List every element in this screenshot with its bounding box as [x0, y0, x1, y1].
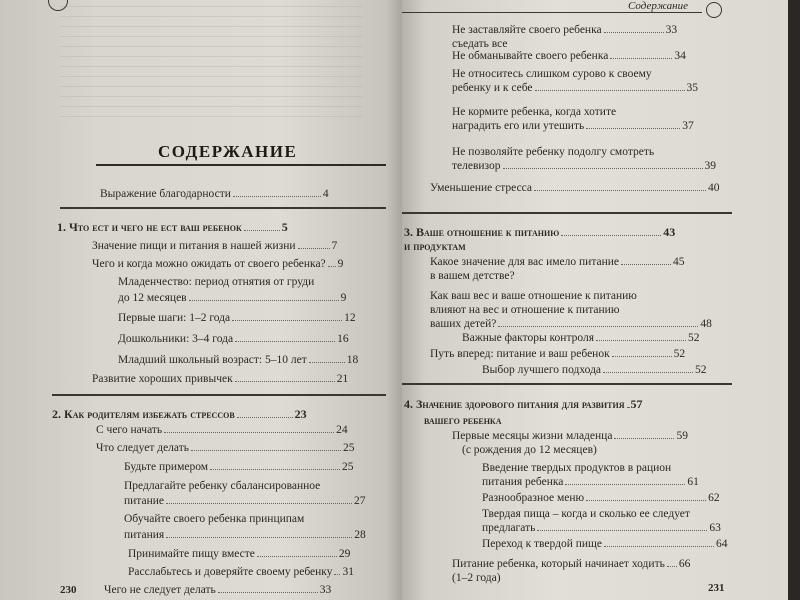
toc-entry: Не позволяйте ребенку подолгу смотреть: [452, 146, 655, 158]
toc-entry: Какое значение для вас имело питание 45: [430, 256, 685, 268]
toc-entry: ваших детей? 48: [430, 318, 712, 330]
toc-entry: Чего не следует делать 33: [104, 584, 332, 596]
toc-entry: Младенчество: период отнятия от груди: [118, 276, 315, 288]
toc-chapter: 2. Как родителям избежать стрессов 23: [52, 408, 307, 421]
toc-entry: предлагать 63: [482, 522, 721, 534]
binding-dots: [344, 160, 362, 190]
toc-chapter: и продуктам: [404, 240, 466, 253]
toc-entry: Предлагайте ребенку сбалансированное: [124, 480, 321, 492]
toc-entry: Расслабьтесь и доверяйте своему ребенку 31: [128, 566, 354, 578]
toc-entry: Выражение благодарности 4: [100, 188, 329, 200]
header-ornament-icon: [706, 2, 722, 18]
toc-chapter: 4. Значение здорового питания для развития 57: [404, 398, 643, 411]
toc-entry: Не кормите ребенка, когда хотите: [452, 106, 617, 118]
toc-entry: Введение твердых продуктов в рацион: [482, 462, 672, 474]
section-divider: [402, 383, 732, 385]
toc-entry: С чего начать 24: [96, 424, 348, 436]
toc-entry: влияют на вес и отношение к питанию: [430, 304, 620, 316]
toc-entry: Важные факторы контроля 52: [462, 332, 700, 344]
section-divider: [60, 207, 386, 209]
toc-entry: Уменьшение стресса 40: [430, 182, 720, 194]
toc-entry: Разнообразное меню 62: [482, 492, 720, 504]
toc-chapter: 1. Что ест и чего не ест ваш ребенок 5: [57, 221, 288, 234]
toc-entry: Не обманывайте своего ребенка 34: [452, 50, 686, 62]
toc-entry: в вашем детстве?: [430, 270, 515, 282]
toc-entry: Развитие хороших привычек 21: [92, 373, 349, 385]
toc-entry: телевизор 39: [452, 160, 717, 172]
show-through-text: [60, 6, 362, 126]
toc-entry: Первые шаги: 1–2 года 12: [118, 312, 356, 324]
toc-entry: Младший школьный возраст: 5–10 лет 18: [118, 354, 359, 366]
section-divider: [402, 212, 732, 214]
header-rule: [402, 12, 702, 13]
toc-entry: (с рождения до 12 месяцев): [462, 444, 597, 456]
toc-entry: съедать все: [452, 38, 508, 50]
right-page: [402, 0, 788, 600]
toc-entry: Путь вперед: питание и ваш ребенок 52: [430, 348, 686, 360]
page-title: СОДЕРЖАНИЕ: [158, 142, 298, 161]
toc-entry: Дошкольники: 3–4 года 16: [118, 333, 349, 345]
toc-chapter: вашего ребенка: [424, 414, 502, 427]
toc-entry: Значение пищи и питания в нашей жизни 7: [92, 240, 338, 252]
toc-entry: наградить его или утешить 37: [452, 120, 694, 132]
toc-entry: ребенку и к себе 35: [452, 82, 699, 94]
toc-entry: Питание ребенка, который начинает ходить 66: [452, 558, 691, 570]
section-divider: [52, 394, 386, 396]
toc-entry: до 12 месяцев 9: [118, 292, 347, 304]
toc-entry: питания ребенка 61: [482, 476, 699, 488]
toc-entry: Как ваш вес и ваше отношение к питанию: [430, 290, 637, 302]
toc-entry: Будьте примером 25: [124, 461, 354, 473]
toc-entry: Выбор лучшего подхода 52: [482, 364, 707, 376]
page-number: 231: [708, 582, 725, 594]
toc-entry: Первые месяцы жизни младенца 59: [452, 430, 688, 442]
toc-entry: Чего и когда можно ожидать от своего ребенка? 9: [92, 258, 344, 270]
title-underline: [96, 164, 386, 166]
page-number: 230: [60, 584, 77, 596]
toc-entry: питание 27: [124, 495, 366, 507]
toc-entry: Твердая пища – когда и сколько ее следует: [482, 508, 690, 520]
toc-entry: Не относитесь слишком сурово к своему: [452, 68, 652, 80]
toc-chapter: 3. Ваше отношение к питанию 43: [404, 226, 676, 239]
toc-entry: Что следует делать 25: [96, 442, 355, 454]
toc-entry: Не заставляйте своего ребенка 33: [452, 24, 678, 36]
toc-entry: Переход к твердой пище 64: [482, 538, 728, 550]
toc-entry: Обучайте своего ребенка принципам: [124, 513, 305, 525]
running-header: Содержание: [628, 0, 689, 12]
toc-entry: (1–2 года): [452, 572, 501, 584]
toc-entry: питания 28: [124, 529, 366, 541]
toc-entry: Принимайте пищу вместе 29: [128, 548, 351, 560]
